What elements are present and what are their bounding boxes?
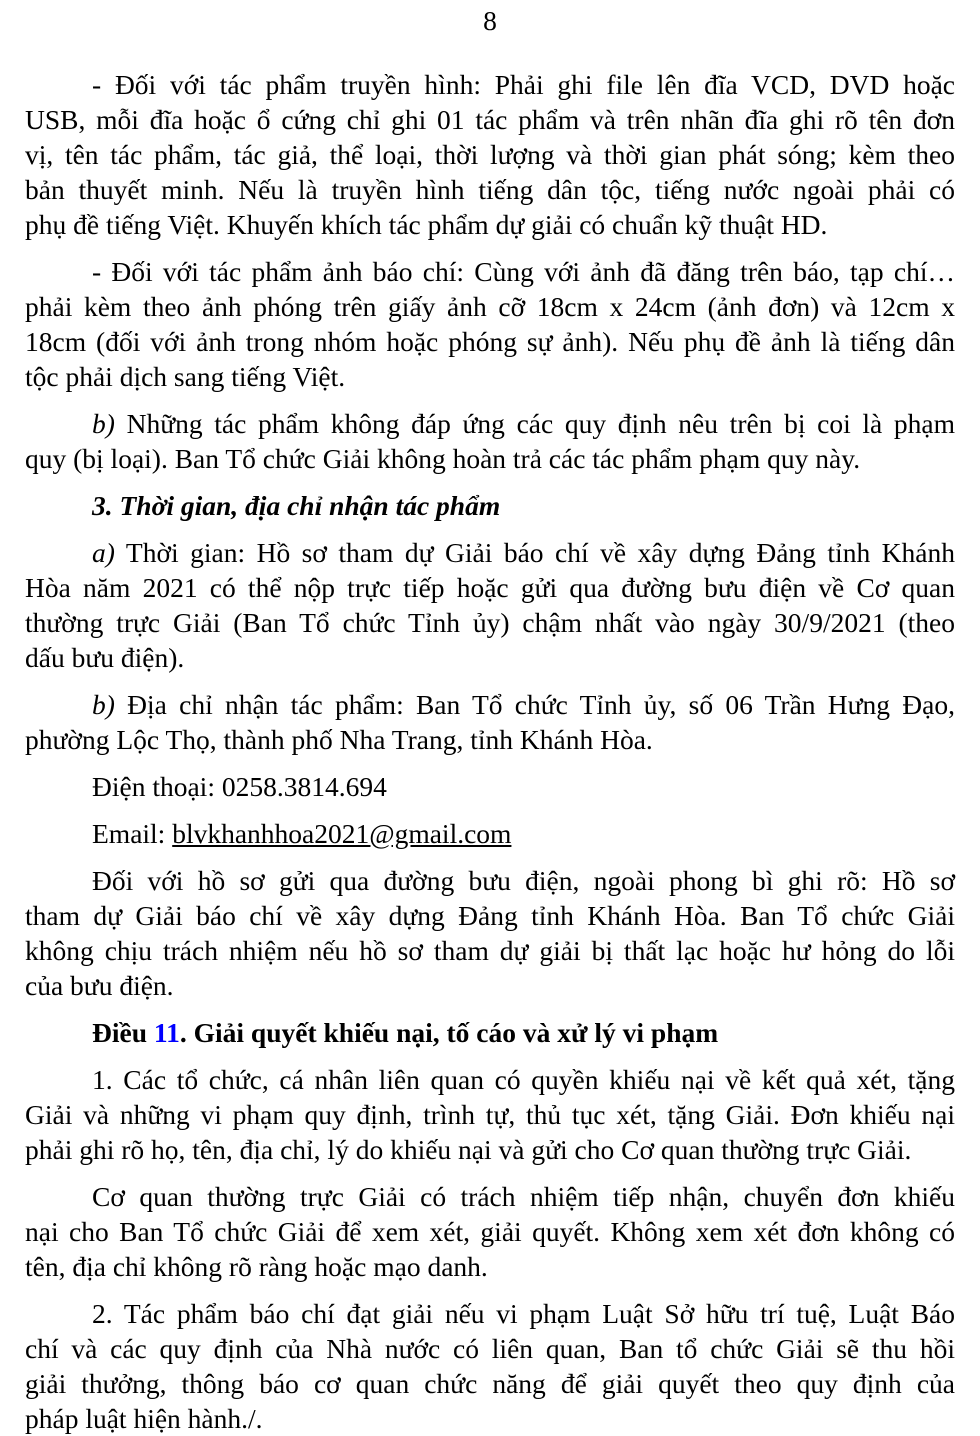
para-invalid-works bbox=[25, 406, 955, 476]
text-run: pháp luật hiện hành./. bbox=[25, 1403, 263, 1434]
text-run: 2. Tác phẩm báo chí đạt giải nếu vi phạm Luật Sở hữu trí tuệ, Luật Báo bbox=[92, 1298, 955, 1329]
text-run: chí và các quy định của Nhà nước có liên quan, Ban tổ chức Giải sẽ thu hồi bbox=[25, 1333, 955, 1364]
text-line bbox=[25, 535, 955, 570]
para-complaint-handling bbox=[25, 1179, 955, 1284]
para-tv-work-requirements bbox=[25, 67, 955, 242]
text-line bbox=[25, 640, 955, 675]
text-run: 3. Thời gian, địa chỉ nhận tác phẩm bbox=[92, 490, 501, 521]
text-run: 18cm (đối với ảnh trong nhóm hoặc phóng sự ảnh). Nếu phụ đề ảnh là tiếng dân bbox=[25, 326, 955, 357]
text-run: tham dự Giải báo chí về xây dựng Đảng tỉnh Khánh Hòa. Ban Tổ chức Giải bbox=[25, 900, 955, 931]
email-link[interactable]: blvkhanhhoa2021@gmail.com bbox=[172, 818, 512, 849]
text-line bbox=[25, 769, 955, 804]
text-run: tộc phải dịch sang tiếng Việt. bbox=[25, 361, 346, 392]
text-run: b) bbox=[92, 408, 115, 439]
text-line bbox=[25, 1214, 955, 1249]
text-line bbox=[25, 968, 955, 1003]
heading-time-address bbox=[25, 488, 955, 523]
text-line bbox=[25, 1132, 955, 1167]
para-phone bbox=[25, 769, 955, 804]
text-run: Email: bbox=[92, 818, 173, 849]
text-run: Điện thoại: 0258.3814.694 bbox=[92, 771, 387, 802]
text-run: nại cho Ban Tổ chức Giải để xem xét, giải quyết. Không xem xét đơn không có bbox=[25, 1216, 955, 1247]
text-line bbox=[25, 359, 955, 394]
text-run: vị, tên tác phẩm, tác giả, thể loại, thời lượng và thời gian phát sóng; kèm theo bbox=[25, 139, 955, 170]
text-line bbox=[25, 67, 955, 102]
text-line bbox=[25, 605, 955, 640]
text-run: a) bbox=[92, 537, 115, 568]
text-run: phải ghi rõ họ, tên, địa chỉ, lý do khiếu nại và gửi cho Cơ quan thường trực Giải. bbox=[25, 1134, 912, 1165]
text-line bbox=[25, 1366, 955, 1401]
text-line bbox=[25, 863, 955, 898]
text-line bbox=[25, 1249, 955, 1284]
article-number: 11 bbox=[153, 1017, 180, 1048]
text-run: Thời gian: Hồ sơ tham dự Giải báo chí về xây dựng Đảng tỉnh Khánh bbox=[114, 537, 955, 568]
text-run: Hòa năm 2021 có thể nộp trực tiếp hoặc gửi qua đường bưu điện về Cơ quan bbox=[25, 572, 955, 603]
text-line bbox=[25, 488, 955, 523]
text-line bbox=[25, 137, 955, 172]
text-line bbox=[25, 289, 955, 324]
text-run: - Đối với tác phẩm truyền hình: Phải ghi file lên đĩa VCD, DVD hoặc bbox=[92, 69, 955, 100]
text-run: không chịu trách nhiệm nếu hồ sơ tham dự giải bị thất lạc hoặc hư hỏng do lỗi bbox=[25, 935, 955, 966]
text-line bbox=[25, 102, 955, 137]
text-run: của bưu điện. bbox=[25, 970, 174, 1001]
text-line bbox=[25, 172, 955, 207]
text-line bbox=[25, 1062, 955, 1097]
text-line bbox=[25, 324, 955, 359]
document-body bbox=[25, 67, 955, 1436]
page-number: 8 bbox=[483, 5, 497, 36]
text-line bbox=[25, 816, 955, 851]
text-run: b) bbox=[92, 689, 115, 720]
text-run: . Giải quyết khiếu nại, tố cáo và xử lý vi phạm bbox=[179, 1017, 719, 1048]
text-run: quy (bị loại). Ban Tổ chức Giải không hoàn trả các tác phẩm phạm quy này. bbox=[25, 443, 861, 474]
text-line bbox=[25, 1179, 955, 1214]
text-line bbox=[25, 722, 955, 757]
text-run: phụ đề tiếng Việt. Khuyến khích tác phẩm dự giải có chuẩn kỹ thuật HD. bbox=[25, 209, 828, 240]
text-run: thường trực Giải (Ban Tổ chức Tỉnh ủy) chậm nhất vào ngày 30/9/2021 (theo bbox=[25, 607, 955, 638]
text-line bbox=[25, 933, 955, 968]
para-postal-note bbox=[25, 863, 955, 1003]
text-line bbox=[25, 1097, 955, 1132]
text-line bbox=[25, 441, 955, 476]
para-submission-address bbox=[25, 687, 955, 757]
text-line bbox=[25, 254, 955, 289]
para-submission-time bbox=[25, 535, 955, 675]
text-line bbox=[25, 1331, 955, 1366]
text-run: Giải và những vi phạm quy định, trình tự, thủ tục xét, tặng Giải. Đơn khiếu nại bbox=[25, 1099, 955, 1130]
text-run: Điều bbox=[92, 1017, 154, 1048]
text-run: USB, mỗi đĩa hoặc ổ cứng chỉ ghi 01 tác phẩm và trên nhãn đĩa ghi rõ tên đơn bbox=[25, 104, 955, 135]
para-photo-work-requirements bbox=[25, 254, 955, 394]
text-line bbox=[25, 1401, 955, 1436]
text-line bbox=[25, 1015, 955, 1050]
text-line bbox=[25, 570, 955, 605]
text-run: Cơ quan thường trực Giải có trách nhiệm tiếp nhận, chuyển đơn khiếu bbox=[92, 1181, 955, 1212]
text-run: 1. Các tổ chức, cá nhân liên quan có quyền khiếu nại về kết quả xét, tặng bbox=[92, 1064, 955, 1095]
text-line bbox=[25, 898, 955, 933]
text-run: dấu bưu điện). bbox=[25, 642, 185, 673]
para-email bbox=[25, 816, 955, 851]
text-run: Địa chỉ nhận tác phẩm: Ban Tổ chức Tỉnh ủy, số 06 Trần Hưng Đạo, bbox=[114, 689, 955, 720]
heading-article-11 bbox=[25, 1015, 955, 1050]
text-run: tên, địa chỉ không rõ ràng hoặc mạo danh. bbox=[25, 1251, 488, 1282]
text-line bbox=[25, 406, 955, 441]
text-run: Đối với hồ sơ gửi qua đường bưu điện, ngoài phong bì ghi rõ: Hồ sơ bbox=[92, 865, 955, 896]
text-run: phường Lộc Thọ, thành phố Nha Trang, tỉnh Khánh Hòa. bbox=[25, 724, 653, 755]
text-run: Những tác phẩm không đáp ứng các quy định nêu trên bị coi là phạm bbox=[114, 408, 955, 439]
text-run: giải thưởng, thông báo cơ quan chức năng để giải quyết theo quy định của bbox=[25, 1368, 955, 1399]
text-line bbox=[25, 207, 955, 242]
text-line bbox=[25, 687, 955, 722]
text-run: bản thuyết minh. Nếu là truyền hình tiếng dân tộc, tiếng nước ngoài phải có bbox=[25, 174, 955, 205]
text-run: - Đối với tác phẩm ảnh báo chí: Cùng với ảnh đã đăng trên báo, tạp chí… bbox=[92, 256, 955, 287]
para-award-revocation bbox=[25, 1296, 955, 1436]
text-line bbox=[25, 1296, 955, 1331]
para-complaint-rights bbox=[25, 1062, 955, 1167]
text-run: phải kèm theo ảnh phóng trên giấy ảnh cỡ 18cm x 24cm (ảnh đơn) và 12cm x bbox=[25, 291, 955, 322]
